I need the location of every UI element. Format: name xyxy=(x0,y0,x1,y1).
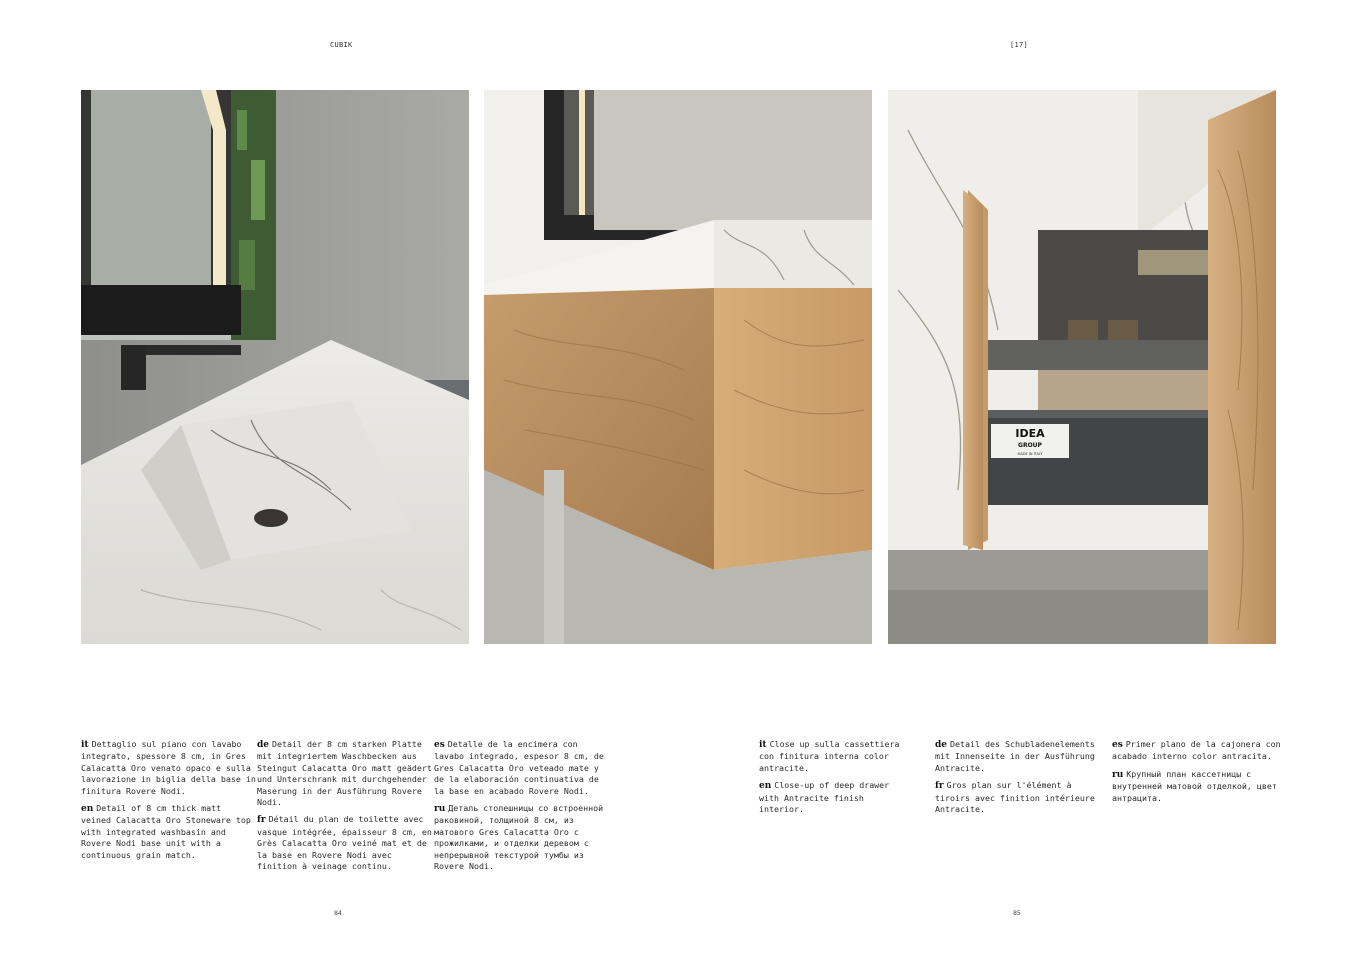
caption-ru-text: Крупный план кассетницы с внутренней матовой отделкой, цвет антрацита. xyxy=(1112,768,1277,803)
logo-idea-text: IDEA xyxy=(1015,427,1045,440)
caption-it-text: Close up sulla cassettiera con finitura interna color antracite. xyxy=(759,739,900,773)
caption-es xyxy=(1112,739,1287,763)
caption-drawer-de-fr xyxy=(935,739,1110,821)
caption-es xyxy=(434,739,609,797)
lang-code-ru: ru xyxy=(1112,769,1124,780)
lang-code-it: it xyxy=(759,740,767,750)
page-number-left: 84 xyxy=(334,909,342,917)
caption-fr-text: Détail du plan de toilette avec vasque intégrée, épaisseur 8 cm, en Grès Calacatta Oro veiné mat et de la base en Rovere Nodi avec finition à veinage continu. xyxy=(257,814,432,872)
page-number-right: 85 xyxy=(1013,909,1021,917)
caption-it xyxy=(759,739,909,774)
caption-drawer-it-en xyxy=(759,739,909,821)
lang-code-de: de xyxy=(257,740,270,750)
caption-it xyxy=(81,739,256,797)
caption-de-text: Detail des Schubladenelements mit Innenseite in der Ausführung Antracite. xyxy=(935,739,1095,773)
washbasin-photo xyxy=(81,90,469,644)
caption-de xyxy=(935,739,1110,774)
running-header-number: [17] xyxy=(1010,41,1029,49)
lang-code-fr: fr xyxy=(257,815,266,826)
caption-washbasin-it-en xyxy=(81,739,256,867)
caption-it-text: Dettaglio sul piano con lavabo integrato, spessore 8 cm, in Gres Calacatta Oro venato opaco e sulla lavorazione in biglia della base in finitura Rovere Nodi. xyxy=(81,739,256,796)
caption-fr xyxy=(935,780,1110,815)
lang-code-en: en xyxy=(759,781,772,792)
caption-de-text: Detail der 8 cm starken Platte mit integriertem Waschbecken aus Steingut Calacatta Oro matt geädert und Unterschrank mit durchgehender Maserung in der Ausführung Rovere Nodi. xyxy=(257,739,432,808)
lang-code-en: en xyxy=(81,804,94,815)
lang-code-de: de xyxy=(935,740,948,750)
logo-tagline-text: MADE IN ITALY xyxy=(1017,452,1043,456)
caption-drawer-es-ru xyxy=(1112,739,1287,810)
lang-code-es: es xyxy=(434,740,445,750)
lang-code-fr: fr xyxy=(935,781,944,792)
base-unit-photo xyxy=(484,90,872,644)
caption-de xyxy=(257,739,432,808)
caption-en-text: Detail of 8 cm thick matt veined Calacatta Oro Stoneware top with integrated washbasin and Rovere Nodi base unit with a continuous grain match. xyxy=(81,803,251,860)
lang-code-ru: ru xyxy=(434,804,446,815)
caption-fr xyxy=(257,814,432,872)
lang-code-es: es xyxy=(1112,740,1123,750)
caption-es-text: Detalle de la encimera con lavabo integrado, espesor 8 cm, de Gres Calacatta Oro veteado mate y de la elaboración continuativa de la base en acabado Rovere Nodi. xyxy=(434,739,604,796)
lang-code-it: it xyxy=(81,740,89,750)
logo-group-text: GROUP xyxy=(1018,442,1042,449)
caption-washbasin-de-fr xyxy=(257,739,432,878)
caption-en xyxy=(759,780,909,815)
caption-es-text: Primer plano de la cajonera con acabado interno color antracita. xyxy=(1112,739,1281,762)
caption-ru xyxy=(434,803,609,872)
caption-ru xyxy=(1112,769,1287,804)
caption-washbasin-es-ru xyxy=(434,739,609,878)
drawer-photo xyxy=(888,90,1276,644)
caption-ru-text: Деталь столешницы со встроенной раковиной, толщиной 8 см, из матового Gres Calacatta Oro с прожилками, и отделки деревом с непрерывной текстурой тумбы из Rovere Nodi. xyxy=(434,803,604,872)
caption-fr-text: Gros plan sur l'élément à tiroirs avec finition intérieure Antracite. xyxy=(935,780,1095,815)
caption-en-text: Close-up of deep drawer with Antracite finish interior. xyxy=(759,780,890,815)
caption-en xyxy=(81,803,256,861)
running-header-title: CUBIK xyxy=(330,41,353,49)
